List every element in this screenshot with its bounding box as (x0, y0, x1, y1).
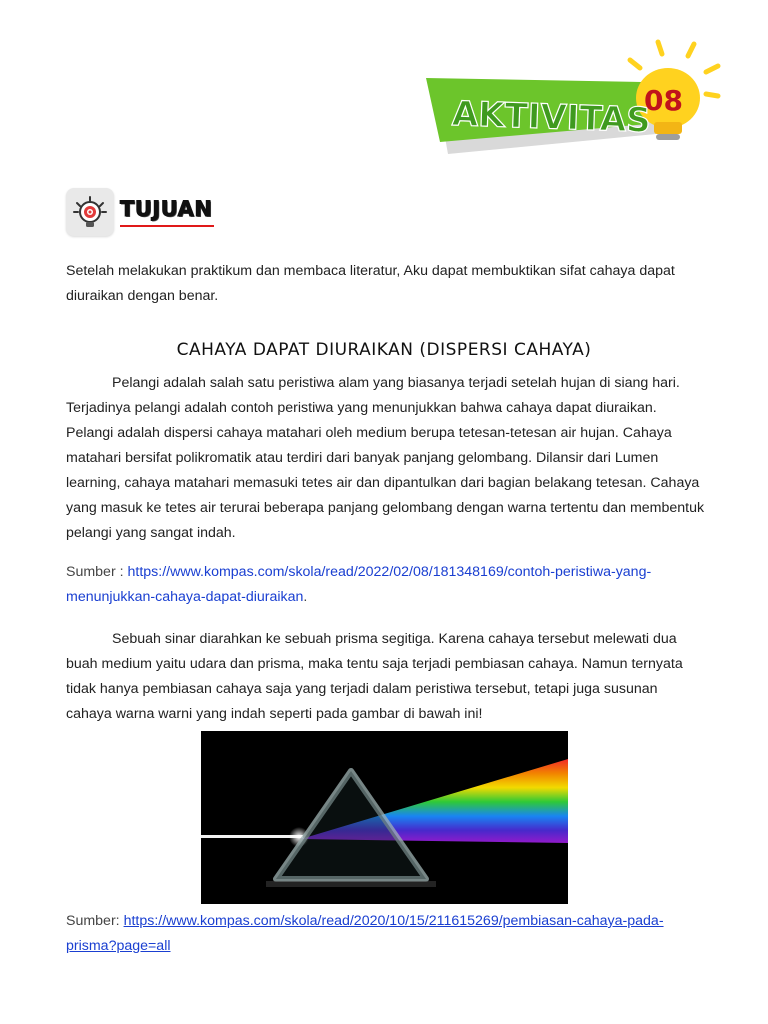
tujuan-underline (120, 225, 214, 227)
tujuan-label: TUJUAN (120, 197, 212, 227)
prism-paragraph: Sebuah sinar diarahkan ke sebuah prisma segitiga. Karena cahaya tersebut melewati dua buah medium yaitu udara dan prisma, maka tentu saja terjadi pembiasan cahaya. Namun ternyata tidak hanya pembiasan cahaya saja yang terjadi dalam peristiwa tersebut, tetapi juga susunan cahaya warna warni yang indah seperti pada gambar di bawah ini! (66, 631, 683, 722)
aktivitas-banner (418, 30, 738, 170)
source-link-2[interactable]: https://www.kompas.com/skola/read/2020/10/15/211615269/pembiasan-cahaya-pada-prisma?page=all (66, 913, 664, 954)
source-citation-2 (66, 909, 706, 959)
prism-dispersion-image (201, 731, 568, 904)
source-citation-1 (66, 560, 706, 610)
source-label: Sumber : (66, 564, 128, 580)
banner-number: 08 (644, 84, 683, 117)
source-link-1[interactable]: https://www.kompas.com/skola/read/2022/02/08/181348169/contoh-peristiwa-yang-menunjukkan-cahaya-dapat-diuraikan (66, 564, 652, 605)
section-heading: CAHAYA DAPAT DIURAIKAN (DISPERSI CAHAYA) (176, 340, 592, 360)
intro-paragraph: Setelah melakukan praktikum dan membaca literatur, Aku dapat membuktikan sifat cahaya dapat diuraikan dengan benar. (66, 263, 675, 304)
banner-title: AKTIVITAS (451, 94, 652, 141)
rainbow-paragraph: Pelangi adalah salah satu peristiwa alam yang biasanya terjadi setelah hujan di siang hari. Terjadinya pelangi adalah contoh peristiwa yang menunjukkan bahwa cahaya dapat diuraikan. Pelangi adalah dispersi cahaya matahari oleh medium berupa tetesan-tetesan air hujan. Cahaya matahari bersifat polikromatik atau terdiri dari banyak panjang gelombang. Dilansir dari Lumen learning, cahaya matahari memasuki tetes air dan dipantulkan dari bagian belakang tetesan. Cahaya yang masuk ke tetes air terurai beberapa panjang gelombang dengan warna tertentu dan membentuk pelangi yang sangat indah. (66, 375, 705, 541)
source-trailing: . (303, 589, 308, 605)
tujuan-section-header (66, 188, 212, 236)
source-label: Sumber: (66, 913, 124, 929)
target-bulb-icon (66, 188, 114, 236)
